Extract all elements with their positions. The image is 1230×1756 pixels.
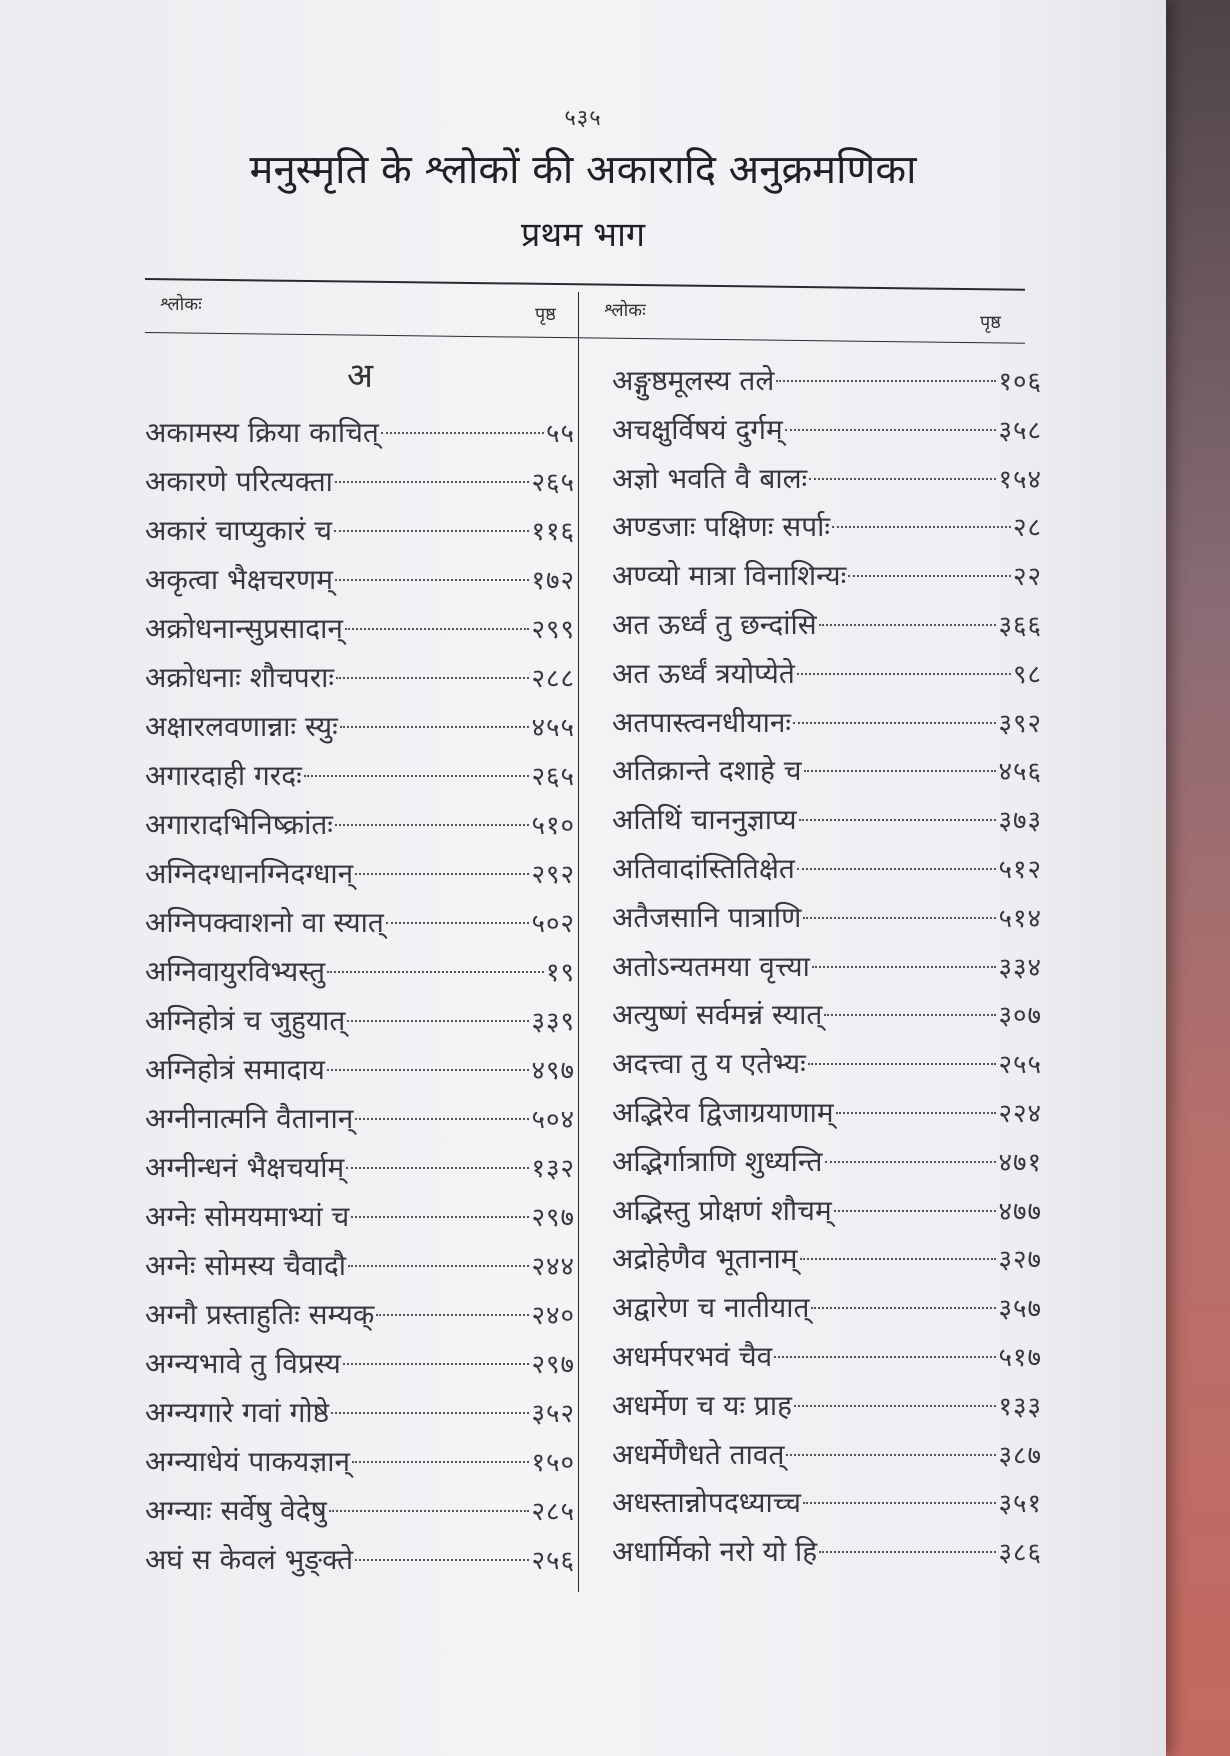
shloka-text: अक्षारलवणान्नाः स्युः: [145, 710, 338, 743]
index-entry: [612, 552, 1042, 601]
page-ref: ३०७: [998, 1001, 1042, 1032]
shloka-text: अतिक्रान्ते दशाहे च: [612, 754, 802, 788]
dot-leader: [848, 575, 1011, 577]
page-ref: ११६: [531, 517, 575, 547]
page-ref: १३३: [998, 1391, 1042, 1422]
index-entry: [145, 800, 575, 849]
shloka-text: अतैजसानि पात्राणि: [612, 900, 802, 934]
page-ref: २४४: [531, 1252, 575, 1282]
dot-leader: [331, 1412, 529, 1414]
index-entry: [145, 702, 575, 751]
page-ref: २६५: [531, 762, 575, 792]
left-page-header: पृष्ठ: [535, 304, 556, 325]
page-ref: ४७७: [998, 1196, 1042, 1227]
page-ref: २४०: [531, 1301, 575, 1331]
index-entry: [145, 849, 575, 898]
index-entry: [145, 555, 575, 604]
index-entry: [612, 894, 1042, 943]
dot-leader: [803, 917, 996, 919]
page-ref: १७२: [531, 566, 575, 596]
page-ref: ५१७: [998, 1342, 1042, 1373]
dot-leader: [381, 432, 544, 434]
dot-leader: [834, 1210, 997, 1212]
index-entry: [612, 1089, 1042, 1138]
dot-leader: [803, 1502, 996, 1504]
shloka-text: अधर्मेण च यः प्राह: [612, 1388, 793, 1422]
index-entry: [145, 506, 575, 555]
shloka-text: अगारदाही गरदः: [145, 759, 302, 792]
index-entry: [612, 747, 1042, 796]
shloka-text: अद्रोहेणैव भूतानाम्: [612, 1242, 798, 1276]
dot-leader: [785, 429, 997, 431]
shloka-text: अण्डजाः पक्षिणः सर्पाः: [612, 510, 831, 544]
page-ref: २८८: [531, 664, 575, 694]
dot-leader: [800, 1258, 997, 1260]
page-ref: ३६६: [998, 610, 1042, 641]
index-entry: [145, 1486, 575, 1535]
page-ref: ३५१: [998, 1489, 1042, 1520]
dot-leader: [808, 1063, 997, 1065]
shloka-text: अतिथिं चाननुज्ञाप्य: [612, 803, 797, 837]
right-page-header: पृष्ठ: [980, 312, 1001, 333]
shloka-text: अधार्मिको नरो यो हि: [612, 1535, 818, 1569]
page-ref: ४९७: [531, 1056, 575, 1086]
shloka-text: अतिवादांस्तितिक्षेत: [612, 851, 795, 885]
shloka-text: अग्निहोत्रं समादाय: [145, 1053, 325, 1086]
top-rule: [145, 278, 1025, 291]
shloka-text: अद्भिर्गात्राणि शुध्यन्ति: [612, 1144, 823, 1178]
dot-leader: [343, 1363, 530, 1365]
shloka-text: अतोऽन्यतमया वृत्त्या: [612, 949, 810, 983]
shloka-text: अज्ञो भवति वै बालः: [612, 461, 808, 495]
shloka-text: अद्भिरेव द्विजाग्रयाणाम्: [612, 1095, 834, 1129]
right-shloka-header: श्लोकः: [604, 300, 646, 321]
page-ref: २९७: [531, 1350, 575, 1380]
index-entry: [145, 1192, 575, 1241]
index-entry: [612, 1479, 1042, 1528]
dot-leader: [812, 966, 997, 968]
dot-leader: [329, 1510, 530, 1512]
dot-leader: [327, 971, 544, 973]
shloka-text: अक्रोधनान्सुप्रसादान्: [145, 612, 343, 645]
dot-leader: [825, 1161, 997, 1163]
dot-leader: [819, 624, 997, 626]
shloka-text: अधर्मेणैधते तावत्: [612, 1437, 785, 1471]
dot-leader: [774, 1356, 996, 1358]
dot-leader: [804, 770, 997, 772]
index-entry: [612, 1431, 1042, 1480]
page-ref: ३३९: [531, 1007, 575, 1037]
dot-leader: [776, 380, 996, 382]
index-entry: [612, 601, 1042, 650]
shloka-text: अतपास्त्वनधीयानः: [612, 705, 792, 739]
index-entry: [612, 1333, 1042, 1382]
shloka-text: अग्न्यभावे तु विप्रस्य: [145, 1347, 341, 1380]
page-number: ५३५: [564, 106, 602, 131]
dot-leader: [819, 1551, 996, 1553]
shloka-text: अग्न्यगारे गवां गोष्ठे: [145, 1396, 330, 1429]
section-letter: अ: [347, 356, 373, 396]
page-ref: २२: [1012, 562, 1042, 593]
page-ref: १३२: [531, 1154, 575, 1184]
dot-leader: [304, 775, 530, 777]
page-ref: १५४: [998, 464, 1042, 495]
index-entry: [145, 751, 575, 800]
dot-leader: [386, 922, 530, 924]
index-entry: [612, 1528, 1042, 1577]
dot-leader: [340, 726, 530, 728]
dot-leader: [347, 1020, 529, 1022]
page-ref: ३३४: [998, 952, 1042, 983]
index-entry: [145, 1045, 575, 1094]
dot-leader: [376, 1314, 529, 1316]
dot-leader: [335, 579, 529, 581]
index-entry: [145, 1143, 575, 1192]
index-entry: [145, 947, 575, 996]
page-ref: ३८६: [998, 1538, 1042, 1569]
shloka-text: अग्नीन्धनं भैक्षचर्याम्: [145, 1151, 345, 1184]
shloka-text: अग्नेः सोमयमाभ्यां च: [145, 1200, 350, 1233]
page-subtitle: प्रथम भाग: [520, 215, 646, 255]
page-ref: २९७: [531, 1203, 575, 1233]
index-entry: [612, 650, 1042, 699]
dot-leader: [797, 673, 1011, 675]
page-ref: ५०४: [531, 1105, 575, 1135]
shloka-text: अग्न्याः सर्वेषु वेदेषु: [145, 1494, 327, 1527]
dot-leader: [345, 628, 530, 630]
shloka-text: अकारं चाप्युकारं च: [145, 514, 333, 547]
index-entry: [145, 898, 575, 947]
dot-leader: [348, 1265, 529, 1267]
page-ref: १९: [545, 958, 575, 988]
dot-leader: [797, 868, 997, 870]
shloka-text: अग्निपक्वाशनो वा स्यात्: [145, 906, 384, 939]
dot-leader: [824, 1014, 996, 1016]
page-ref: ३९२: [998, 708, 1042, 739]
page-ref: ५०२: [531, 909, 575, 939]
index-entry: [612, 943, 1042, 992]
shloka-text: अकामस्य क्रिया काचित्: [145, 416, 379, 449]
page-ref: ४५५: [531, 713, 575, 743]
page-ref: ३२७: [998, 1245, 1042, 1276]
shloka-text: अत ऊर्ध्वं तु छन्दांसि: [612, 607, 817, 641]
dot-leader: [335, 481, 530, 483]
page-ref: २९२: [531, 860, 575, 890]
index-entry: [612, 1040, 1042, 1089]
page-ref: १५०: [531, 1448, 575, 1478]
index-entry: [145, 1437, 575, 1486]
index-entry: [612, 357, 1042, 406]
page-ref: २८५: [531, 1497, 575, 1527]
shloka-text: अग्न्याधेयं पाकयज्ञान्: [145, 1445, 351, 1478]
dot-leader: [799, 819, 997, 821]
dot-leader: [334, 530, 529, 532]
shloka-text: अग्निवायुरविभ्यस्तु: [145, 955, 326, 988]
page-ref: ३५७: [998, 1294, 1042, 1325]
index-entry: [145, 408, 575, 457]
index-entry: [145, 1388, 575, 1437]
dot-leader: [836, 1112, 997, 1114]
page-ref: ५१२: [998, 854, 1042, 885]
left-shloka-header: श्लोकः: [160, 294, 202, 315]
column-divider: [578, 292, 579, 1592]
dot-leader: [336, 677, 529, 679]
shloka-text: अग्नीनात्मनि वैतानान्: [145, 1102, 354, 1135]
index-entry: [145, 1241, 575, 1290]
page-ref: ४५६: [998, 757, 1042, 788]
index-entry: [612, 699, 1042, 748]
shloka-text: अकृत्वा भैक्षचरणम्: [145, 563, 334, 596]
dot-leader: [809, 478, 996, 480]
shloka-text: अङ्गुष्ठमूलस्य तले: [612, 364, 775, 397]
page-ref: ५१०: [531, 811, 575, 841]
index-entry: [612, 455, 1042, 504]
shloka-text: अग्निदग्धानग्निदग्धान्: [145, 857, 354, 890]
index-entry: [612, 796, 1042, 845]
shloka-text: अधर्मपरभवं चैव: [612, 1339, 773, 1373]
index-entry: [612, 1284, 1042, 1333]
page-ref: ४७१: [998, 1147, 1042, 1178]
dot-leader: [355, 1559, 529, 1561]
dot-leader: [832, 526, 1011, 528]
shloka-text: अदत्त्वा तु य एतेभ्यः: [612, 1047, 806, 1081]
shloka-text: अद्वारेण च नातीयात्: [612, 1291, 810, 1325]
shloka-text: अण्व्यो मात्रा विनाशिन्यः: [612, 559, 847, 593]
shloka-text: अक्रोधनाः शौचपराः: [145, 661, 335, 694]
index-entry: [612, 1382, 1042, 1431]
index-entry: [145, 1290, 575, 1339]
dot-leader: [327, 1069, 530, 1071]
right-index-column: [612, 357, 1042, 1577]
page-title: मनुस्मृति के श्लोकों की अकारादि अनुक्रमणिका: [249, 147, 917, 193]
index-entry: [612, 1138, 1042, 1187]
index-entry: [145, 653, 575, 702]
page-ref: ९८: [1012, 659, 1042, 690]
page-ref: २६५: [531, 468, 575, 498]
dot-leader: [355, 873, 529, 875]
dot-leader: [793, 722, 996, 724]
page-ref: २५६: [531, 1546, 575, 1576]
page-ref: २५५: [998, 1050, 1042, 1081]
shloka-text: अग्निहोत्रं च जुहुयात्: [145, 1004, 346, 1037]
shloka-text: अकारणे परित्यक्ता: [145, 465, 333, 498]
index-entry: [145, 996, 575, 1045]
shloka-text: अद्भिस्तु प्रोक्षणं शौचम्: [612, 1193, 832, 1227]
page-ref: १०६: [998, 367, 1042, 397]
page-ref: ३५८: [998, 415, 1042, 446]
index-entry: [145, 1094, 575, 1143]
index-entry: [612, 1187, 1042, 1236]
shloka-text: अगारादभिनिष्क्रांतः: [145, 808, 333, 841]
page-ref: ५५: [545, 419, 575, 449]
shloka-text: अत ऊर्ध्वं त्रयोप्येते: [612, 656, 795, 690]
dot-leader: [355, 1118, 529, 1120]
index-entry: [145, 1535, 575, 1584]
index-entry: [612, 503, 1042, 552]
header-rule: [145, 332, 1025, 344]
dot-leader: [335, 824, 530, 826]
page-ref: ३५२: [531, 1399, 575, 1429]
dot-leader: [346, 1167, 529, 1169]
shloka-text: अधस्तान्नोपदध्याच्च: [612, 1486, 802, 1520]
dot-leader: [786, 1454, 996, 1456]
index-entry: [145, 1339, 575, 1388]
page-ref: ५१४: [998, 903, 1042, 934]
shloka-text: अचक्षुर्विषयं दुर्गम्: [612, 412, 783, 446]
index-entry: [612, 406, 1042, 455]
index-entry: [612, 991, 1042, 1040]
dot-leader: [352, 1461, 529, 1463]
shloka-text: अग्नेः सोमस्य चैवादौ: [145, 1249, 347, 1282]
page-ref: ३८७: [998, 1440, 1042, 1471]
index-entry: [145, 457, 575, 506]
page-ref: २९९: [531, 615, 575, 645]
index-entry: [612, 845, 1042, 894]
shloka-text: अत्युष्णं सर्वमन्नं स्यात्: [612, 998, 823, 1032]
dot-leader: [794, 1405, 996, 1407]
left-index-column: [145, 352, 575, 1584]
page-ref: २८: [1012, 513, 1042, 544]
index-entry: [612, 1235, 1042, 1284]
shloka-text: अघं स केवलं भुङ्क्ते: [145, 1543, 354, 1576]
page-ref: २२४: [998, 1098, 1042, 1129]
dot-leader: [351, 1216, 529, 1218]
page-ref: ३७३: [998, 806, 1042, 837]
index-entry: [145, 604, 575, 653]
dot-leader: [811, 1307, 996, 1309]
shloka-text: अग्नौ प्रस्ताहुतिः सम्यक्: [145, 1298, 375, 1331]
